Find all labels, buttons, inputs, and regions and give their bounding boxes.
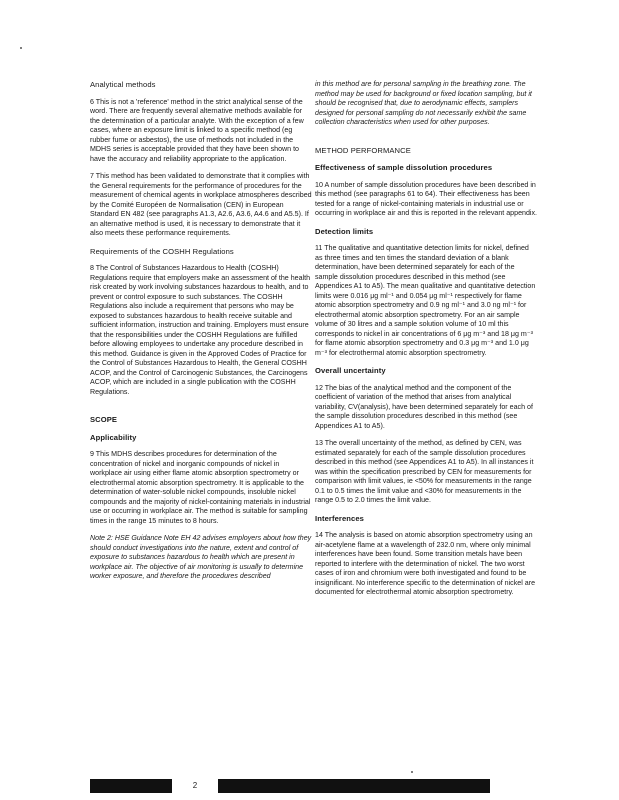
paragraph-8: 8 The Control of Substances Hazardous to Health (COSHH) Regulations require that employers make an assessment of the health risk created by work involving substances hazardous to health, and to prevent or control exposure to such substances. The COSHH Regulations also include a requirement that persons who may be exposed to substances hazardous to health receive suitable and sufficient information, instruction and training. Employers must ensure that the responsibilities under the COSHH Regulations are fulfilled before allowing employees to undertake any procedure described in this method. Guidance is given in the Approved Codes of Practice for the Control of Substances Hazardous to Health, the General COSHH ACOP, and the Control of Carcinogenic Substances, the Carcinogens ACOP, which are included in a single publication with the COSHH Regulations. <box>90 264 311 396</box>
subheading-detection-limits: Detection limits <box>315 226 374 236</box>
section-heading-coshh: Requirements of the COSHH Regulations <box>90 246 234 256</box>
section-heading-scope: SCOPE <box>90 415 118 424</box>
subheading-overall-uncertainty: Overall uncertainty <box>315 366 386 375</box>
subheading-effectiveness: Effectiveness of sample dissolution procedures <box>315 163 493 172</box>
page-number: 2 <box>172 779 218 793</box>
section-heading-method-performance: METHOD PERFORMANCE <box>315 145 411 155</box>
scan-speck <box>411 771 413 773</box>
subheading-interferences: Interferences <box>315 513 364 523</box>
paragraph-12: 12 The bias of the analytical method and the component of the coefficient of variation of the method that arises from analytical variability, CV(analysis), have been determined separately for each of the sample dissolution procedures described in this method (see Appendices A1 to A5). <box>315 383 533 430</box>
paragraph-6: 6 This is not a 'reference' method in the strict analytical sense of the word. There are frequently several alternative methods available for the determination of a particular analyte. With the exception of a few cases, where an exposure limit is linked to a specific method (eg rubber fume or asbestos), the use of methods not included in the MDHS series is acceptable provided that they have been shown to have the accuracy and reliability appropriate to the application. <box>90 97 304 163</box>
paragraph-14: 14 The analysis is based on atomic absorption spectrometry using an air-acetylene flame at a wavelength of 232.0 nm, where only minimal interferences have been found. Some transition metals have been reported to interfere with the determination of nickel. The two worst cases of iron and chromium were both investigated and found to be insignificant. No interference specific to the determination of nickel are documented for electrothermal atomic absorption spectrometry. <box>315 531 536 596</box>
footer-bar <box>90 779 490 793</box>
paragraph-13: 13 The overall uncertainty of the method, as defined by CEN, was estimated separately for each of the sample dissolution procedures described in this method (see Appendices A1 to A5). In all instances it was within the specification prescribed by CEN for measurements for comparison with limit values, ie <50% for measurements in the range 0.1 to 0.5 times the limit value and <30% for measurements in the range 0.5 to 2.0 times the limit value. <box>315 439 534 504</box>
subheading-applicability: Applicability <box>90 432 137 442</box>
paragraph-7: 7 This method has been validated to demonstrate that it complies with the General requirements for the performance of procedures for the measurement of chemical agents in workplace atmospheres described by the Comité Européen de Normalisation (CEN) in European Standard EN 482 (see paragraphs A1.3, A2.6, A3.6, A4.6 and A5.5). If an alternative method is used, it is necessary to demonstrate that it also meets these performance requirements. <box>90 172 312 237</box>
paragraph-10: 10 A number of sample dissolution procedures have been described in this method (see paragraphs 61 to 64). Their effectiveness has been tested for a range of nickel-containing materials in industrial use or occurring in workplace air and this is reported in the relevant appendix. <box>315 180 537 217</box>
scan-speck <box>20 47 22 49</box>
paragraph-9: 9 This MDHS describes procedures for determination of the concentration of nickel and inorganic compounds of nickel in workplace air using either flame atomic absorption spectrometry or electrothermal atomic absorption spectrometry. It is applicable to the determination of water-soluble nickel compounds, insoluble nickel compounds and the majority of nickel-containing materials in industrial use or occurring in workplace air. The method is suitable for sampling times in the range 15 minutes to 8 hours. <box>90 450 311 525</box>
section-heading-analytical-methods: Analytical methods <box>90 80 156 89</box>
note-2-continued: in this method are for personal sampling in the breathing zone. The method may be used for background or fixed location sampling, but it should be recognised that, due to aerodynamic effects, samplers designed for personal sampling do not necessarily exhibit the same collection characteristics when used for other purposes. <box>315 80 532 126</box>
paragraph-11: 11 The qualitative and quantitative detection limits for nickel, defined as three times and ten times the standard deviation of a blank determination, have been determined separately for each of the sample dissolution procedures described in this method (see Appendices A1 to A5). The mean qualitative and quantitative detection limits were 0.016 μg ml⁻¹ and 0.054 μg ml⁻¹ respectively for flame atomic absorption spectrometry and 0.9 ng ml⁻¹ and 3.0 ng ml⁻¹ for electrothermal atomic absorption spectrometry. For an air sample volume of 30 litres and a sample solution volume of 10 ml this corresponds to nickel in air concentrations of 6 μg m⁻³ and 18 μg m⁻³ for flame atomic absorption spectrometry and 0.3 μg m⁻³ and 1.0 μg m⁻³ for electrothermal atomic absorption spectrometry. <box>315 244 536 357</box>
right-column <box>315 80 537 606</box>
left-column <box>90 80 312 590</box>
note-2: Note 2: HSE Guidance Note EH 42 advises employers about how they should conduct investigations into the nature, extent and control of exposure to substances hazardous to health which are present in workplace air. The objective of air monitoring is usually to determine worker exposure, and therefore the procedures described <box>90 534 312 580</box>
